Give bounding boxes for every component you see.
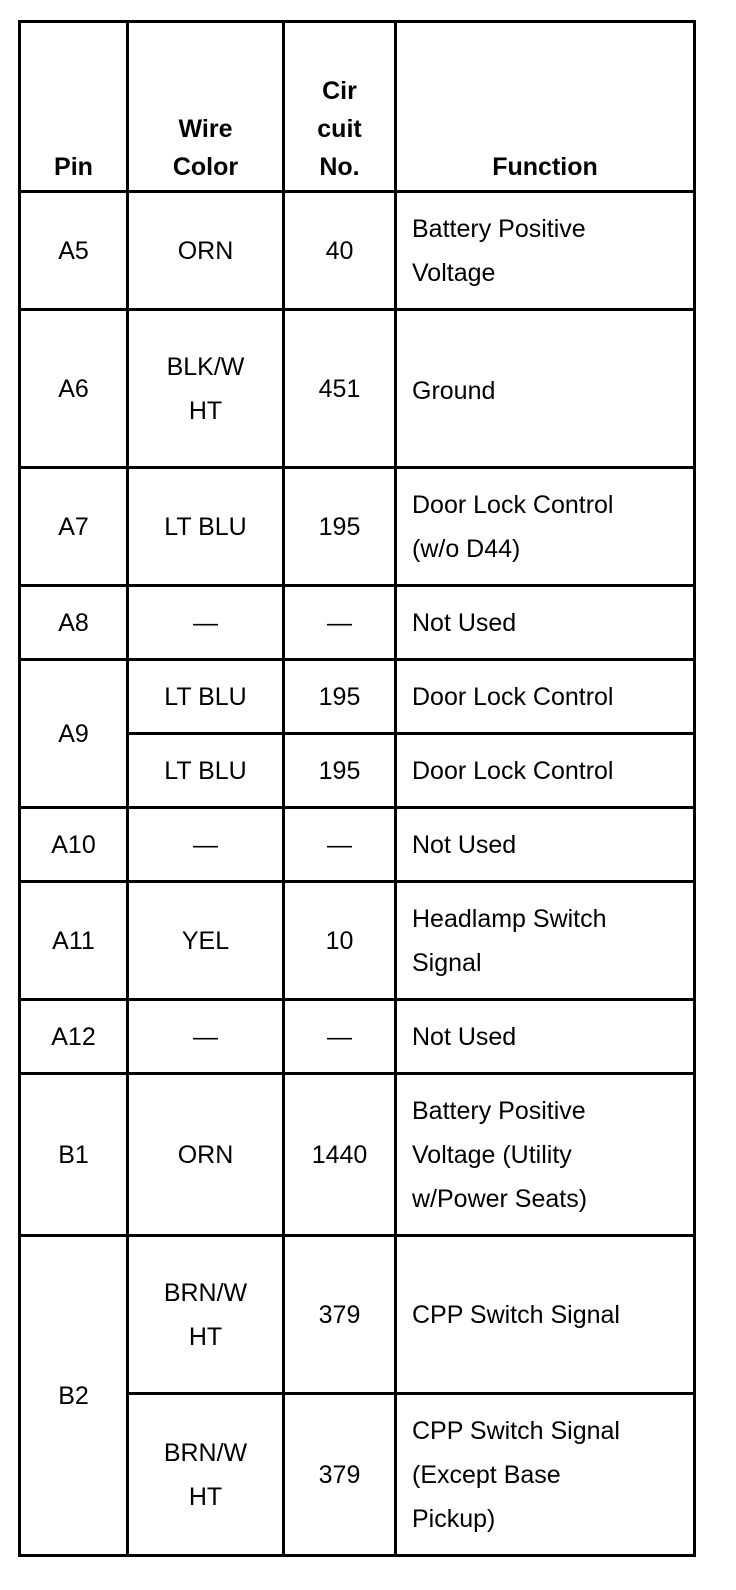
table-row	[20, 468, 695, 586]
table-row	[20, 192, 695, 310]
wire-color-cell: BRN/W HT	[128, 1394, 284, 1556]
header-wire-color: Wire Color	[128, 22, 284, 192]
function-cell: Not Used	[396, 586, 695, 660]
circuit-cell: 10	[284, 882, 396, 1000]
wire-color-cell: —	[128, 586, 284, 660]
circuit-cell: 195	[284, 468, 396, 586]
header-function: Function	[396, 22, 695, 192]
pin-cell: A6	[20, 310, 128, 468]
function-cell: Not Used	[396, 1000, 695, 1074]
circuit-cell: 40	[284, 192, 396, 310]
table-row	[20, 1074, 695, 1236]
wire-color-cell: ORN	[128, 192, 284, 310]
table-row	[20, 1000, 695, 1074]
pin-cell: A12	[20, 1000, 128, 1074]
table-row	[20, 660, 695, 734]
wire-color-cell: LT BLU	[128, 734, 284, 808]
pin-cell: B1	[20, 1074, 128, 1236]
function-cell: Door Lock Control (w/o D44)	[396, 468, 695, 586]
header-circuit-no: Cir cuit No.	[284, 22, 396, 192]
function-cell: Battery Positive Voltage	[396, 192, 695, 310]
function-cell: CPP Switch Signal (Except Base Pickup)	[396, 1394, 695, 1556]
table-row	[20, 882, 695, 1000]
table-row	[20, 310, 695, 468]
pin-cell: A11	[20, 882, 128, 1000]
function-cell: Headlamp Switch Signal	[396, 882, 695, 1000]
circuit-cell: 379	[284, 1236, 396, 1394]
header-row	[20, 22, 695, 192]
header-pin: Pin	[20, 22, 128, 192]
pin-cell: A10	[20, 808, 128, 882]
table-row	[20, 1236, 695, 1394]
wire-color-cell: —	[128, 1000, 284, 1074]
wire-color-cell: ORN	[128, 1074, 284, 1236]
pin-cell: A7	[20, 468, 128, 586]
function-cell: Door Lock Control	[396, 660, 695, 734]
function-cell: Door Lock Control	[396, 734, 695, 808]
circuit-cell: —	[284, 808, 396, 882]
circuit-cell: 451	[284, 310, 396, 468]
circuit-cell: 195	[284, 734, 396, 808]
pin-cell: A5	[20, 192, 128, 310]
wire-color-cell: BLK/W HT	[128, 310, 284, 468]
circuit-cell: 1440	[284, 1074, 396, 1236]
connector-pinout-table	[18, 20, 696, 1557]
circuit-cell: 379	[284, 1394, 396, 1556]
function-cell: CPP Switch Signal	[396, 1236, 695, 1394]
wire-color-cell: LT BLU	[128, 660, 284, 734]
table-row	[20, 586, 695, 660]
function-cell: Battery Positive Voltage (Utility w/Power Seats)	[396, 1074, 695, 1236]
pin-cell: A9	[20, 660, 128, 808]
wire-color-cell: —	[128, 808, 284, 882]
circuit-cell: 195	[284, 660, 396, 734]
wire-color-cell: YEL	[128, 882, 284, 1000]
pin-cell: B2	[20, 1236, 128, 1556]
wire-color-cell: BRN/W HT	[128, 1236, 284, 1394]
circuit-cell: —	[284, 586, 396, 660]
pin-cell: A8	[20, 586, 128, 660]
table-row	[20, 808, 695, 882]
function-cell: Ground	[396, 310, 695, 468]
function-cell: Not Used	[396, 808, 695, 882]
wire-color-cell: LT BLU	[128, 468, 284, 586]
circuit-cell: —	[284, 1000, 396, 1074]
